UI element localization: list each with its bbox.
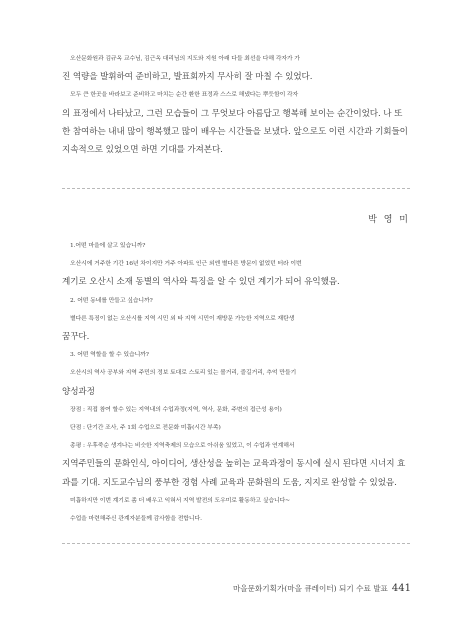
author-name: 박 영 미 (368, 215, 410, 225)
paragraph-line: 장점 : 직접 참여 할수 있는 지역내의 수업과정(지역, 역사, 문화, 주변의 접근성 용이) (70, 406, 282, 413)
essay-section-1 (62, 50, 410, 159)
paragraph-line: 미흡하지만 이번 계기로 좀 더 배우고 익혀서 지역 발전의 도우미로 활동하고 싶습니다~ (70, 497, 290, 504)
section-divider (62, 188, 410, 189)
paragraph-line: 과를 기대. 지도교수님의 풍부한 경험 사례 교육과 문화원의 도움, 지지로 완성할 수 있었음. (62, 477, 397, 488)
question-heading: 1.어떤 마을에 살고 있습니까? (70, 243, 146, 249)
paragraph-line: 별다른 특징이 없는 오산시를 지역 시민 외 타 지역 시민이 재방문 가능한 지역으로 재탄생 (70, 315, 295, 322)
essay-section-2 (62, 237, 410, 528)
paragraph-line: 한 참여하는 내내 많이 행복했고 많이 배우는 시간들을 보냈다. 앞으로도 이런 시간과 기회들이 (62, 126, 408, 137)
paragraph-line: 오산시의 역사 공부와 지역 주민의 정보 토대로 스토리 있는 볼거리, 즐길거리, 추억 만들기 (70, 370, 297, 377)
section-divider (62, 543, 410, 544)
paragraph-line: 단점 : 단기간 조사, 주 1회 수업으로 전문화 미흡(시간 부족) (70, 425, 221, 432)
paragraph-line: 오산문화원과 김규옥 교수님, 김근옥 대리님의 지도와 지원 아래 다들 최선을 다해 각자가 가 (70, 56, 300, 62)
page-footer (233, 583, 411, 594)
paragraph-line: 모두 큰 한곳을 바라보고 준비하고 마치는 순간 환한 표정과 스스로 해냈다는 뿌듯함이 각자 (70, 92, 299, 99)
running-title: 마을문화기획가(마을 큐레이터) 되기 수료 발표 (232, 584, 388, 593)
paragraph-line: 오산시에 거주한 기간 16년 차이지만 거주 아파트 인근 외엔 별다른 방문이 없었던 터라 이번 (70, 261, 302, 268)
question-heading: 2. 어떤 동네를 만들고 싶습니까? (70, 297, 153, 304)
paragraph-line: 수업을 마련해주신 관계자분들께 감사함을 전합니다. (70, 516, 202, 523)
paragraph-line: 지역주민들의 문화인식, 아이디어, 생산성을 높히는 교육과정이 동시에 실시 된다면 시너지 효 (62, 459, 406, 470)
paragraph-line: 진 역량을 발휘하여 준비하고, 발표회까지 무사히 잘 마칠 수 있었다. (62, 72, 313, 83)
question-heading: 3. 어떤 역할을 할 수 있습니까? (70, 352, 149, 359)
paragraph-line: 꿈꾸다. (62, 332, 90, 343)
paragraph-line: 지속적으로 있었으면 하면 기대를 가져본다. (62, 145, 223, 156)
paragraph-line: 의 표정에서 나타났고, 그런 모습들이 그 무엇보다 아름답고 행복해 보이는 순간이었다. 나 또 (62, 108, 403, 119)
paragraph-line: 총평 : 우후죽순 생겨나는 비슷한 지역축제의 모습으로 아쉬움 있었고, 이 수업과 연계해서 (70, 443, 295, 450)
paragraph-line: 양성과정 (62, 386, 95, 397)
paragraph-line: 계기로 오산시 소재 동별의 역사와 특징을 알 수 있던 계기가 되어 유익했음. (62, 277, 340, 288)
page-number: 441 (391, 583, 411, 594)
